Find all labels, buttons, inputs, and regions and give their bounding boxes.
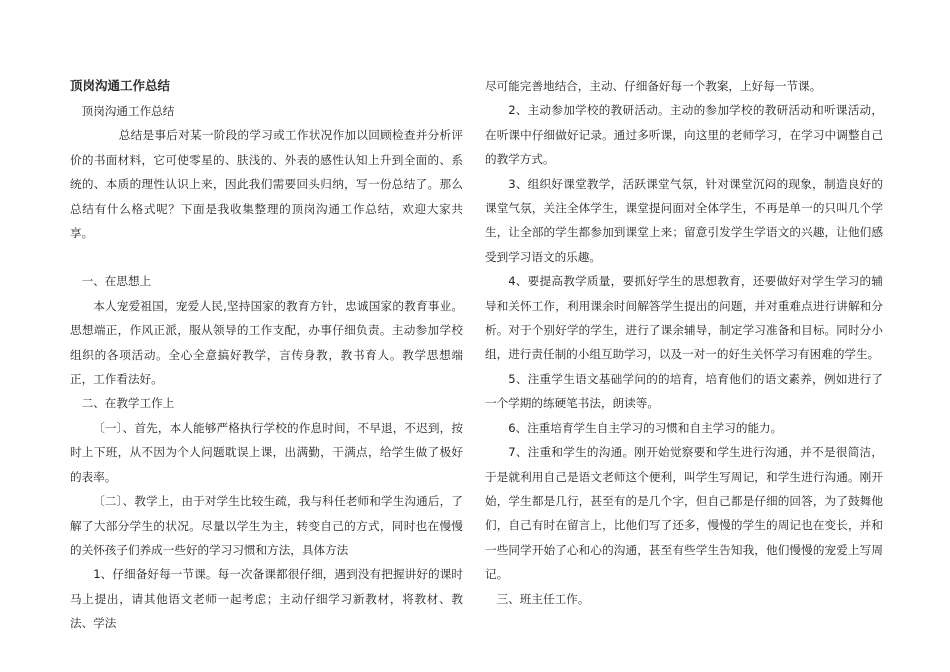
- paragraph-self-study: 6、注重培育学生自主学习的习惯和自主学习的能力。: [508, 420, 783, 435]
- paragraph-classroom: 3、组织好课堂教学，活跃课堂气氛，针对课堂沉闷的现象，制造良好的课堂气氛，关注全体学生，课堂提问面对全体学生，不再是单一的只叫几个学生，让全部的学生都参加到课堂上来；留意引发学生学语文的兴趣，让他们感受到学习语文的乐趣。: [485, 176, 883, 264]
- left-column: [70, 74, 463, 636]
- paragraph-schedule: 〔一〕、首先，本人能够严格执行学校的作息时间，不早退，不迟到，按时上下班，从不因为个人问题耽误上课，出满勤，干满点，给学生做了极好的表率。: [70, 420, 463, 484]
- paragraph-research: 2、主动参加学校的教研活动。主动的参加学校的教研活动和听课活动，在听课中仔细做好记录。通过多听课，向这里的老师学习，在学习中调整自己的教学方式。: [485, 103, 883, 167]
- paragraph-teaching: 〔二〕、教学上，由于对学生比较生疏，我与科任老师和学生沟通后，了解了大部分学生的状况。尽量以学生为主，转变自己的方式，同时也在慢慢的关怀孩子们养成一些好的学习习惯和方法，具体方法: [70, 494, 463, 557]
- paragraph-thought: 本人宠爱祖国，宠爱人民,坚持国家的教育方针，忠诚国家的教育事业。思想端正，作风正派，服从领导的工作支配，办事仔细负责。主动参加学校组织的各项活动。全心全意搞好教学，言传身教，教书育人。教学思想端正，工作看法好。: [70, 298, 463, 387]
- right-column: [485, 74, 883, 611]
- paragraph-lesson-prep: 1、仔细备好每一节课。每一次备课都很仔细，遇到没有把握讲好的课时马上提出，请其他语文老师一起考虑；主动仔细学习新教材，将教材、教法、学法: [70, 567, 463, 631]
- section-heading-thought: 一、在思想上: [81, 274, 152, 289]
- document-subtitle: 顶岗沟通工作总结: [81, 104, 175, 118]
- blank-line: [70, 245, 463, 269]
- section-heading-teaching: 二、在教学工作上: [81, 396, 175, 411]
- paragraph-quality: 4、要提高教学质量，要抓好学生的思想教育，还要做好对学生学习的辅导和关怀工作，利用课余时间解答学生提出的问题，并对重难点进行讲解和分析。对于个别好学的学生，进行了课余辅导，制定学习准备和目标。同时分小组，进行责任制的小组互助学习，以及一对一的好生关怀学习有困难的学生。: [485, 274, 883, 362]
- section-heading-class-teacher: 三、班主任工作。: [496, 591, 590, 606]
- paragraph-lesson-prep-cont: 尽可能完善地结合，主动、仔细备好每一个教案，上好每一节课。: [485, 79, 822, 93]
- paragraph-communication: 7、注重和学生的沟通。刚开始觉察要和学生进行沟通，并不是很简洁，于是就利用自己是语文老师这个便利，叫学生写周记，和学生进行沟通。刚开始，学生都是几行，甚至有的是几个字，但自己都是仔细的回答，为了鼓舞他们，自己有时在留言上，比他们写了还多，慢慢的学生的周记也在变长，并和一些同学开始了心和心的沟通，甚至有些学生告知我，他们慢慢的宠爱上写周记。: [485, 445, 883, 582]
- document-title: 顶岗沟通工作总结: [70, 78, 171, 93]
- intro-paragraph: 总结是事后对某一阶段的学习或工作状况作加以回顾检查并分析评价的书面材料，它可使零星的、肤浅的、外表的感性认知上升到全面的、系统的、本质的理性认识上来，因此我们需要回头归纳，写一份总结了。那么总结有什么格式呢？下面是我收集整理的顶岗沟通工作总结，欢迎大家共享。: [70, 128, 463, 241]
- paragraph-foundation: 5、注重学生语文基础学问的的培育，培育他们的语文素养，例如进行了一个学期的练硬笔书法，朗读等。: [485, 371, 883, 411]
